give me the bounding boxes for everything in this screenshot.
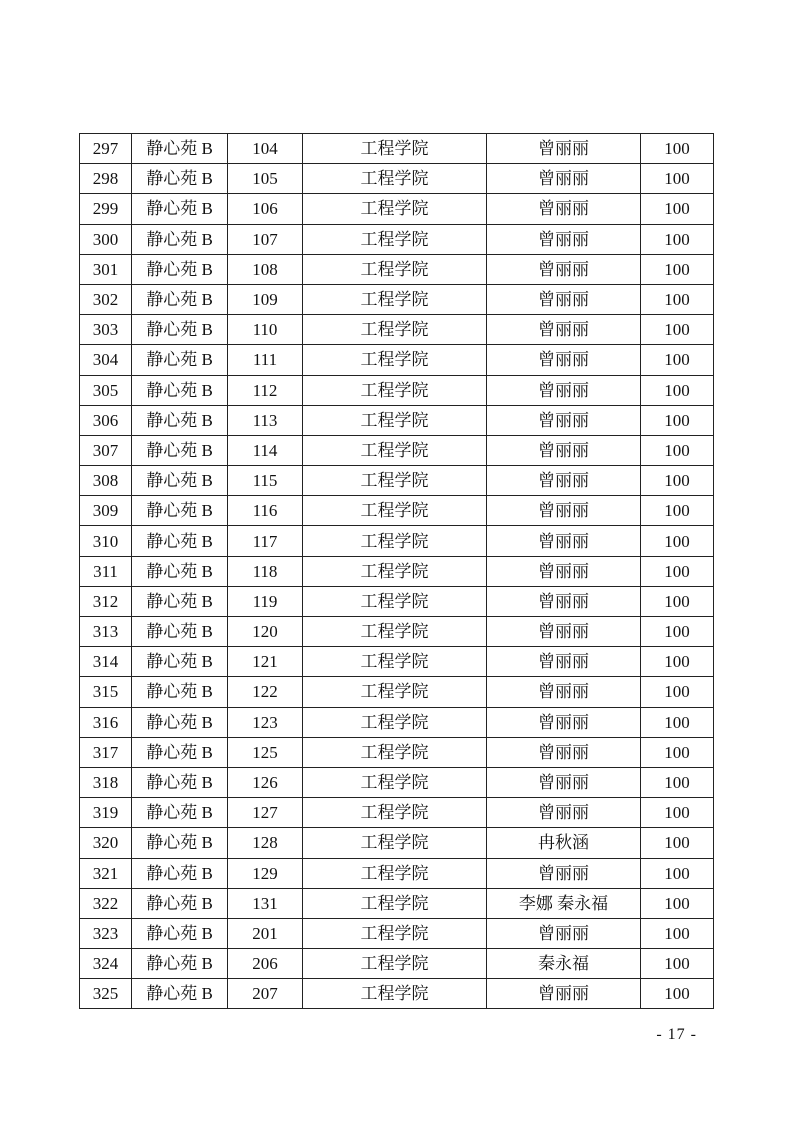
teacher-cell: 曾丽丽 (487, 617, 641, 647)
row-number-cell: 318 (80, 767, 132, 797)
table-row (80, 647, 714, 677)
score-cell: 100 (641, 526, 714, 556)
college-cell: 工程学院 (303, 617, 487, 647)
college-cell: 工程学院 (303, 979, 487, 1009)
room-number-cell: 117 (228, 526, 303, 556)
room-number-cell: 107 (228, 224, 303, 254)
building-cell: 静心苑 B (132, 375, 228, 405)
teacher-cell: 曾丽丽 (487, 345, 641, 375)
score-cell: 100 (641, 435, 714, 465)
building-cell: 静心苑 B (132, 828, 228, 858)
college-cell: 工程学院 (303, 466, 487, 496)
room-number-cell: 127 (228, 798, 303, 828)
row-number-cell: 303 (80, 315, 132, 345)
table-row (80, 435, 714, 465)
table-row (80, 405, 714, 435)
score-cell: 100 (641, 466, 714, 496)
room-number-cell: 105 (228, 164, 303, 194)
room-number-cell: 128 (228, 828, 303, 858)
room-number-cell: 123 (228, 707, 303, 737)
room-number-cell: 129 (228, 858, 303, 888)
building-cell: 静心苑 B (132, 888, 228, 918)
row-number-cell: 316 (80, 707, 132, 737)
row-number-cell: 307 (80, 435, 132, 465)
room-number-cell: 110 (228, 315, 303, 345)
teacher-cell: 曾丽丽 (487, 858, 641, 888)
college-cell: 工程学院 (303, 194, 487, 224)
table-body (80, 134, 714, 1009)
table-row (80, 254, 714, 284)
room-number-cell: 131 (228, 888, 303, 918)
row-number-cell: 321 (80, 858, 132, 888)
table-row (80, 134, 714, 164)
table-row (80, 224, 714, 254)
row-number-cell: 324 (80, 949, 132, 979)
room-number-cell: 125 (228, 737, 303, 767)
row-number-cell: 302 (80, 284, 132, 314)
score-cell: 100 (641, 949, 714, 979)
teacher-cell: 曾丽丽 (487, 224, 641, 254)
teacher-cell: 曾丽丽 (487, 315, 641, 345)
building-cell: 静心苑 B (132, 858, 228, 888)
score-cell: 100 (641, 858, 714, 888)
row-number-cell: 313 (80, 617, 132, 647)
score-cell: 100 (641, 224, 714, 254)
row-number-cell: 299 (80, 194, 132, 224)
room-number-cell: 119 (228, 586, 303, 616)
building-cell: 静心苑 B (132, 737, 228, 767)
score-cell: 100 (641, 888, 714, 918)
table-row (80, 586, 714, 616)
score-cell: 100 (641, 496, 714, 526)
building-cell: 静心苑 B (132, 707, 228, 737)
table-row (80, 375, 714, 405)
college-cell: 工程学院 (303, 828, 487, 858)
table-row (80, 828, 714, 858)
college-cell: 工程学院 (303, 707, 487, 737)
college-cell: 工程学院 (303, 435, 487, 465)
college-cell: 工程学院 (303, 284, 487, 314)
room-number-cell: 115 (228, 466, 303, 496)
room-number-cell: 122 (228, 677, 303, 707)
row-number-cell: 297 (80, 134, 132, 164)
teacher-cell: 曾丽丽 (487, 405, 641, 435)
dormitory-score-table (79, 133, 714, 1009)
score-cell: 100 (641, 315, 714, 345)
building-cell: 静心苑 B (132, 677, 228, 707)
college-cell: 工程学院 (303, 949, 487, 979)
teacher-cell: 曾丽丽 (487, 194, 641, 224)
teacher-cell: 曾丽丽 (487, 164, 641, 194)
score-cell: 100 (641, 194, 714, 224)
room-number-cell: 121 (228, 647, 303, 677)
college-cell: 工程学院 (303, 918, 487, 948)
table-row (80, 556, 714, 586)
building-cell: 静心苑 B (132, 647, 228, 677)
room-number-cell: 206 (228, 949, 303, 979)
teacher-cell: 曾丽丽 (487, 798, 641, 828)
page-number: - 17 - (656, 1026, 697, 1043)
row-number-cell: 312 (80, 586, 132, 616)
college-cell: 工程学院 (303, 345, 487, 375)
score-cell: 100 (641, 556, 714, 586)
college-cell: 工程学院 (303, 224, 487, 254)
row-number-cell: 306 (80, 405, 132, 435)
college-cell: 工程学院 (303, 677, 487, 707)
room-number-cell: 116 (228, 496, 303, 526)
score-cell: 100 (641, 586, 714, 616)
building-cell: 静心苑 B (132, 345, 228, 375)
table-row (80, 496, 714, 526)
teacher-cell: 曾丽丽 (487, 767, 641, 797)
room-number-cell: 126 (228, 767, 303, 797)
teacher-cell: 曾丽丽 (487, 677, 641, 707)
room-number-cell: 109 (228, 284, 303, 314)
building-cell: 静心苑 B (132, 556, 228, 586)
table-row (80, 284, 714, 314)
building-cell: 静心苑 B (132, 979, 228, 1009)
college-cell: 工程学院 (303, 405, 487, 435)
teacher-cell: 曾丽丽 (487, 918, 641, 948)
building-cell: 静心苑 B (132, 254, 228, 284)
row-number-cell: 310 (80, 526, 132, 556)
table-row (80, 526, 714, 556)
table-row (80, 798, 714, 828)
building-cell: 静心苑 B (132, 798, 228, 828)
college-cell: 工程学院 (303, 737, 487, 767)
teacher-cell: 曾丽丽 (487, 496, 641, 526)
table-row (80, 858, 714, 888)
room-number-cell: 113 (228, 405, 303, 435)
building-cell: 静心苑 B (132, 284, 228, 314)
room-number-cell: 118 (228, 556, 303, 586)
table-row (80, 164, 714, 194)
college-cell: 工程学院 (303, 798, 487, 828)
table-row (80, 949, 714, 979)
score-cell: 100 (641, 164, 714, 194)
teacher-cell: 曾丽丽 (487, 979, 641, 1009)
room-number-cell: 112 (228, 375, 303, 405)
table-row (80, 194, 714, 224)
teacher-cell: 曾丽丽 (487, 254, 641, 284)
building-cell: 静心苑 B (132, 949, 228, 979)
score-cell: 100 (641, 345, 714, 375)
table-row (80, 888, 714, 918)
row-number-cell: 300 (80, 224, 132, 254)
college-cell: 工程学院 (303, 164, 487, 194)
row-number-cell: 314 (80, 647, 132, 677)
teacher-cell: 曾丽丽 (487, 435, 641, 465)
teacher-cell: 曾丽丽 (487, 707, 641, 737)
score-cell: 100 (641, 254, 714, 284)
college-cell: 工程学院 (303, 586, 487, 616)
score-cell: 100 (641, 707, 714, 737)
row-number-cell: 315 (80, 677, 132, 707)
table-row (80, 617, 714, 647)
teacher-cell: 曾丽丽 (487, 526, 641, 556)
building-cell: 静心苑 B (132, 315, 228, 345)
row-number-cell: 308 (80, 466, 132, 496)
college-cell: 工程学院 (303, 496, 487, 526)
room-number-cell: 111 (228, 345, 303, 375)
teacher-cell: 曾丽丽 (487, 134, 641, 164)
building-cell: 静心苑 B (132, 617, 228, 647)
room-number-cell: 108 (228, 254, 303, 284)
teacher-cell: 曾丽丽 (487, 647, 641, 677)
score-cell: 100 (641, 134, 714, 164)
row-number-cell: 298 (80, 164, 132, 194)
teacher-cell: 秦永福 (487, 949, 641, 979)
score-cell: 100 (641, 647, 714, 677)
building-cell: 静心苑 B (132, 405, 228, 435)
building-cell: 静心苑 B (132, 134, 228, 164)
table-row (80, 315, 714, 345)
row-number-cell: 304 (80, 345, 132, 375)
room-number-cell: 207 (228, 979, 303, 1009)
college-cell: 工程学院 (303, 858, 487, 888)
teacher-cell: 冉秋涵 (487, 828, 641, 858)
score-cell: 100 (641, 284, 714, 314)
score-cell: 100 (641, 617, 714, 647)
score-cell: 100 (641, 828, 714, 858)
row-number-cell: 317 (80, 737, 132, 767)
building-cell: 静心苑 B (132, 526, 228, 556)
table-row (80, 466, 714, 496)
teacher-cell: 曾丽丽 (487, 375, 641, 405)
teacher-cell: 曾丽丽 (487, 556, 641, 586)
table-row (80, 918, 714, 948)
college-cell: 工程学院 (303, 526, 487, 556)
teacher-cell: 曾丽丽 (487, 466, 641, 496)
score-cell: 100 (641, 798, 714, 828)
row-number-cell: 319 (80, 798, 132, 828)
building-cell: 静心苑 B (132, 466, 228, 496)
row-number-cell: 309 (80, 496, 132, 526)
college-cell: 工程学院 (303, 556, 487, 586)
college-cell: 工程学院 (303, 647, 487, 677)
score-cell: 100 (641, 767, 714, 797)
row-number-cell: 311 (80, 556, 132, 586)
teacher-cell: 曾丽丽 (487, 586, 641, 616)
score-cell: 100 (641, 405, 714, 435)
table-row (80, 345, 714, 375)
teacher-cell: 曾丽丽 (487, 284, 641, 314)
college-cell: 工程学院 (303, 888, 487, 918)
building-cell: 静心苑 B (132, 224, 228, 254)
building-cell: 静心苑 B (132, 496, 228, 526)
row-number-cell: 301 (80, 254, 132, 284)
table-row (80, 737, 714, 767)
score-cell: 100 (641, 918, 714, 948)
building-cell: 静心苑 B (132, 435, 228, 465)
college-cell: 工程学院 (303, 315, 487, 345)
building-cell: 静心苑 B (132, 918, 228, 948)
row-number-cell: 325 (80, 979, 132, 1009)
college-cell: 工程学院 (303, 254, 487, 284)
row-number-cell: 323 (80, 918, 132, 948)
row-number-cell: 322 (80, 888, 132, 918)
table-row (80, 767, 714, 797)
score-cell: 100 (641, 677, 714, 707)
row-number-cell: 320 (80, 828, 132, 858)
table-row (80, 707, 714, 737)
score-cell: 100 (641, 979, 714, 1009)
room-number-cell: 114 (228, 435, 303, 465)
college-cell: 工程学院 (303, 134, 487, 164)
building-cell: 静心苑 B (132, 164, 228, 194)
score-cell: 100 (641, 737, 714, 767)
building-cell: 静心苑 B (132, 767, 228, 797)
teacher-cell: 李娜 秦永福 (487, 888, 641, 918)
teacher-cell: 曾丽丽 (487, 737, 641, 767)
table-row (80, 677, 714, 707)
room-number-cell: 120 (228, 617, 303, 647)
room-number-cell: 106 (228, 194, 303, 224)
college-cell: 工程学院 (303, 375, 487, 405)
room-number-cell: 201 (228, 918, 303, 948)
college-cell: 工程学院 (303, 767, 487, 797)
room-number-cell: 104 (228, 134, 303, 164)
building-cell: 静心苑 B (132, 194, 228, 224)
building-cell: 静心苑 B (132, 586, 228, 616)
row-number-cell: 305 (80, 375, 132, 405)
score-cell: 100 (641, 375, 714, 405)
table-row (80, 979, 714, 1009)
